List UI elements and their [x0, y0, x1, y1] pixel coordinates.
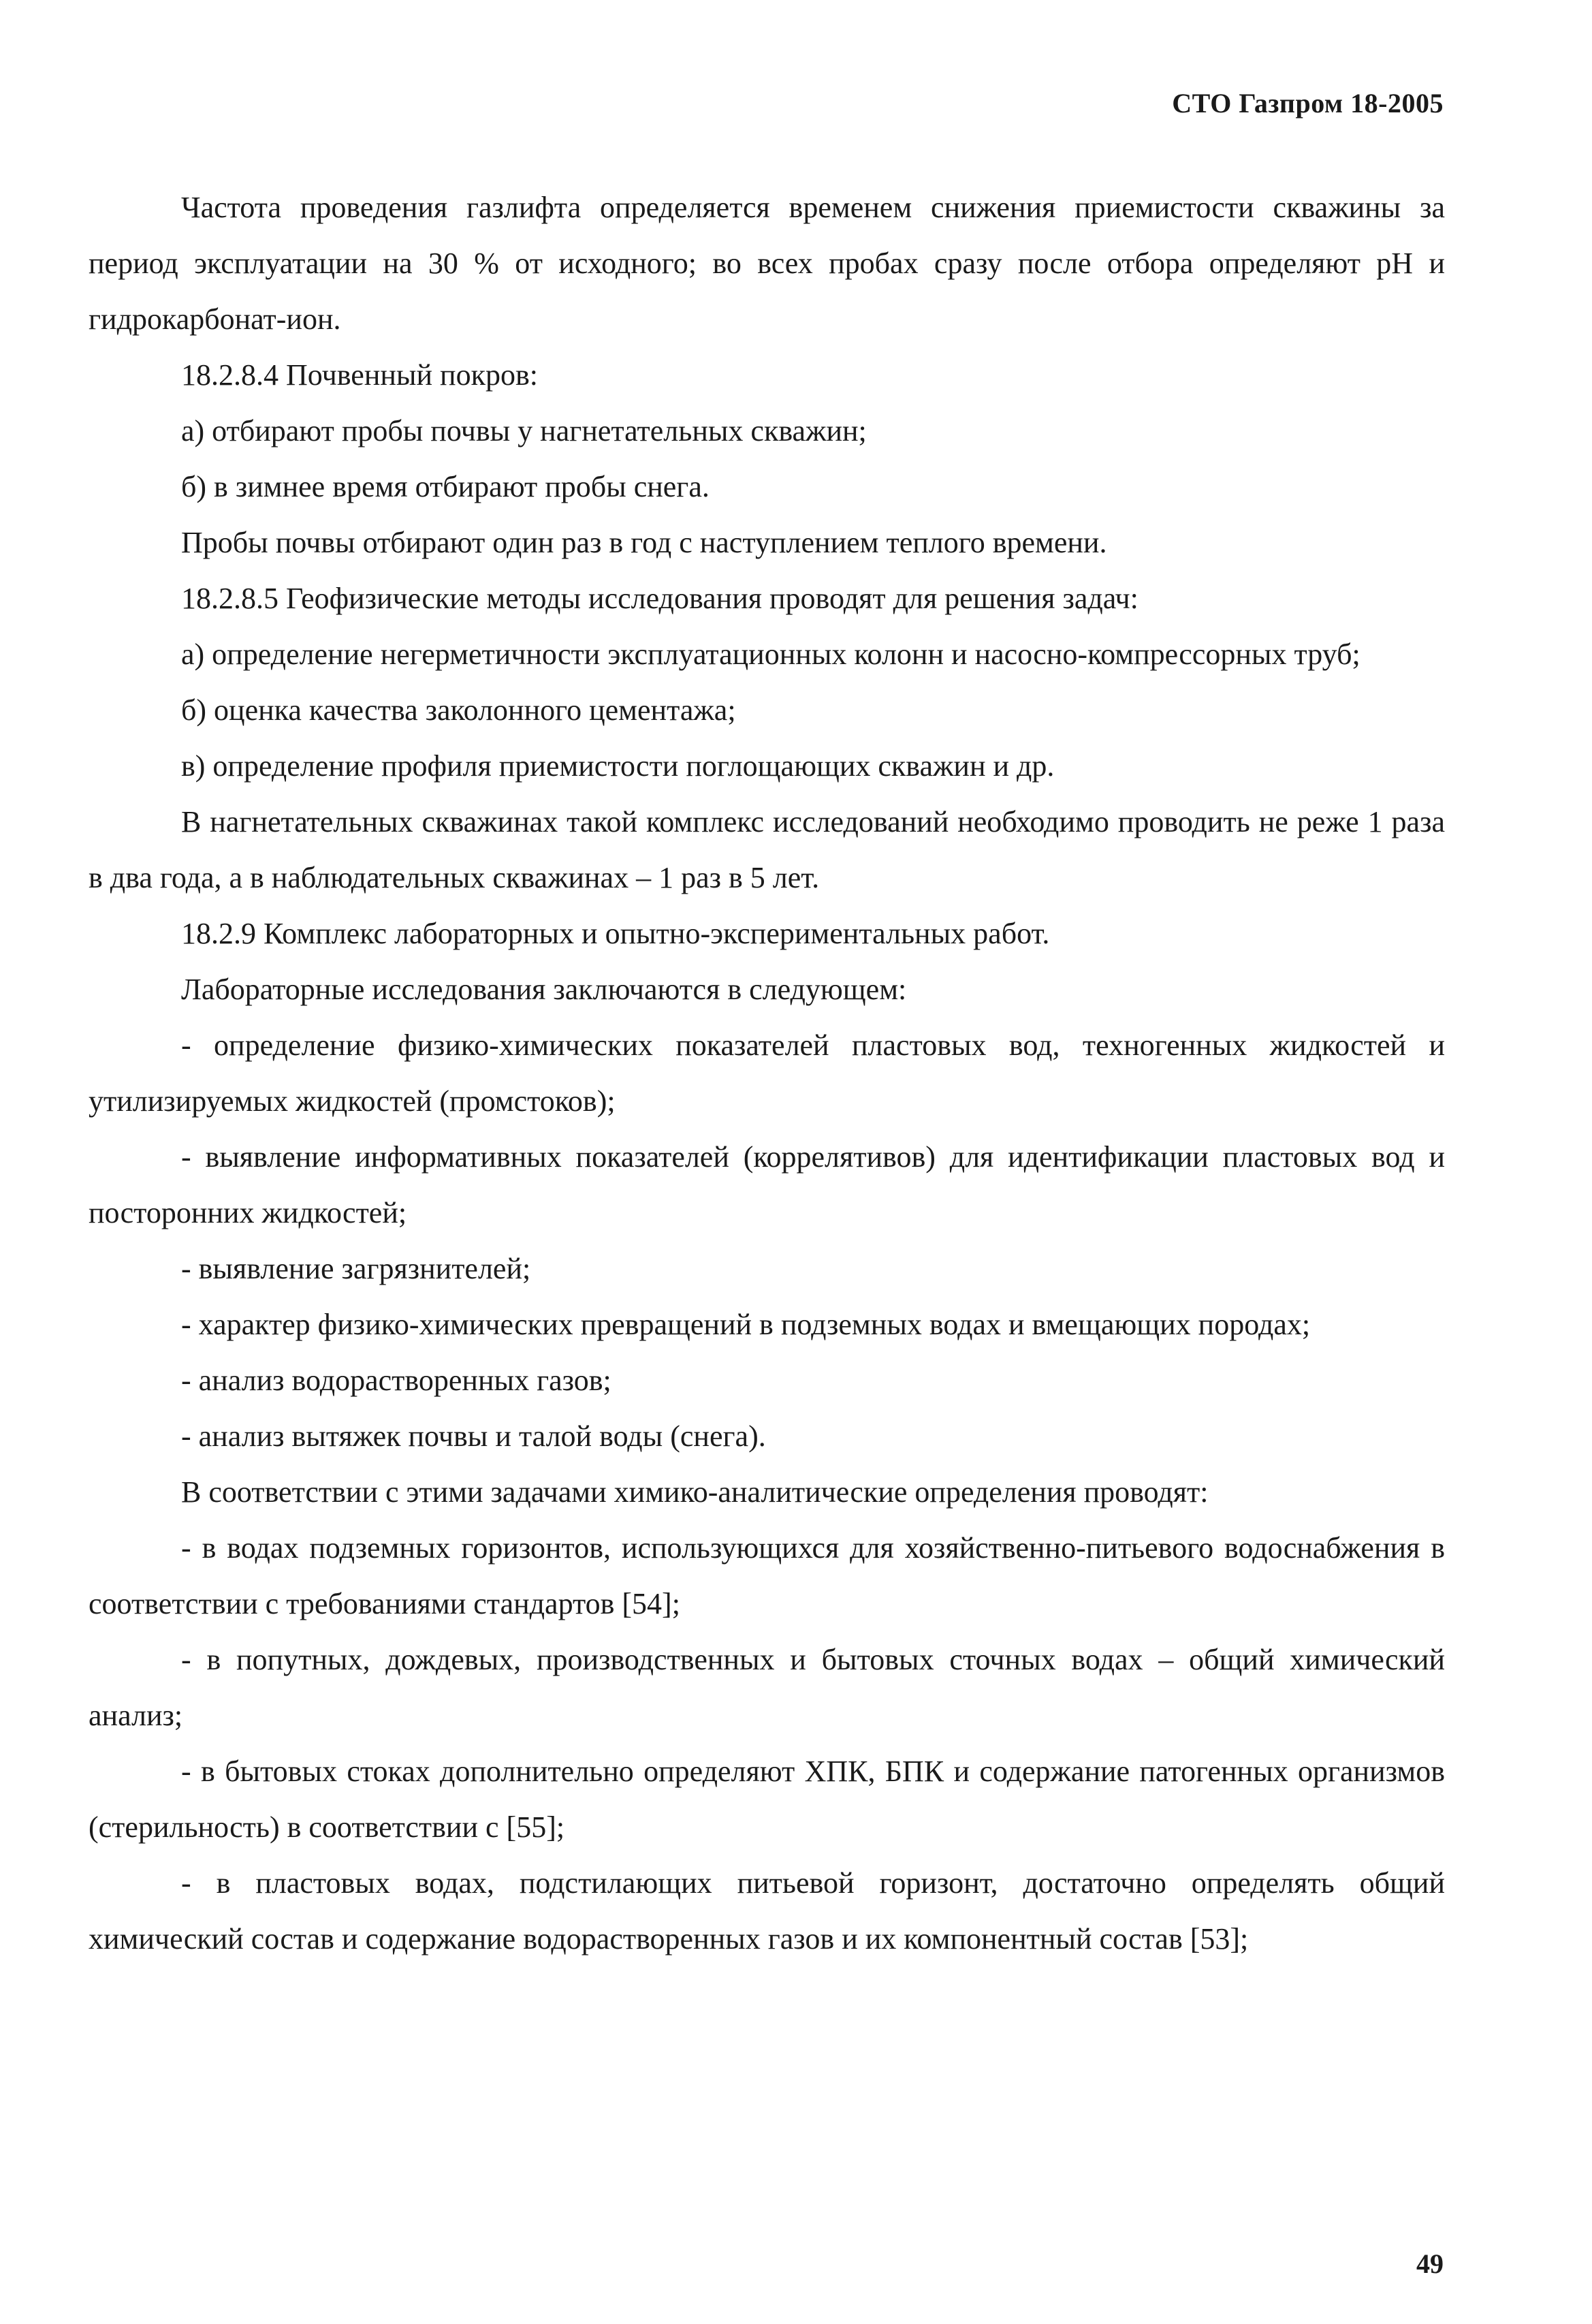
section-18-2-8-5-heading: 18.2.8.5 Геофизические методы исследования проводят для решения задач: — [181, 582, 1139, 615]
paragraph-lab-studies-intro: Лабораторные исследования заключаются в следующем: — [181, 973, 907, 1006]
list-item-lab-4: - характер физико-химических превращений в подземных водах и вмещающих породах; — [181, 1308, 1311, 1341]
list-item-chem-1: - в водах подземных горизонтов, использующихся для хозяйственно-питьевого водоснабжения в соответствии с требованиями стандартов [54]; — [89, 1531, 1445, 1620]
paragraph-chem-analysis-intro: В соответствии с этими задачами химико-аналитические определения проводят: — [181, 1475, 1209, 1509]
list-item-soil-b: б) в зимнее время отбирают пробы снега. — [181, 470, 710, 503]
page-number: 49 — [1416, 2248, 1444, 2279]
paragraph-injection-wells: В нагнетательных скважинах такой комплекс исследований необходимо проводить не реже 1 раза в два года, а в наблюдательных скважинах – 1 раз в 5 лет. — [89, 805, 1445, 894]
list-item-lab-1: - определение физико-химических показателей пластовых вод, техногенных жидкостей и утилизируемых жидкостей (промстоков); — [89, 1028, 1445, 1118]
page-body — [89, 180, 1445, 1967]
list-item-chem-2: - в попутных, дождевых, производственных и бытовых сточных водах – общий химический анализ; — [89, 1643, 1445, 1732]
list-item-geophys-a: а) определение негерметичности эксплуатационных колонн и насосно-компрессорных труб; — [181, 638, 1360, 671]
list-item-chem-3: - в бытовых стоках дополнительно определяют ХПК, БПК и содержание патогенных организмов (стерильность) в соответствии с [55]; — [89, 1755, 1445, 1844]
list-item-lab-2: - выявление информативных показателей (коррелятивов) для идентификации пластовых вод и посторонних жидкостей; — [89, 1140, 1445, 1229]
document-code-header: СТО Газпром 18-2005 — [1172, 88, 1444, 119]
section-18-2-8-4-heading: 18.2.8.4 Почвенный покров: — [181, 358, 538, 392]
list-item-lab-6: - анализ вытяжек почвы и талой воды (снега). — [181, 1419, 766, 1453]
list-item-chem-4: - в пластовых водах, подстилающих питьевой горизонт, достаточно определять общий химический состав и содержание водорастворенных газов и их компонентный состав [53]; — [89, 1866, 1445, 1956]
paragraph-soil-sampling: Пробы почвы отбирают один раз в год с наступлением теплого времени. — [181, 526, 1107, 559]
list-item-geophys-b: б) оценка качества заколонного цементажа; — [181, 693, 736, 727]
paragraph-gaslift-frequency: Частота проведения газлифта определяется временем снижения приемистости скважины за период эксплуатации на 30 % от исходного; во всех пробах сразу после отбора определяют pH и гидрокарбонат-ион. — [89, 191, 1445, 336]
list-item-lab-3: - выявление загрязнителей; — [181, 1252, 531, 1285]
list-item-lab-5: - анализ водорастворенных газов; — [181, 1364, 611, 1397]
list-item-geophys-c: в) определение профиля приемистости поглощающих скважин и др. — [181, 749, 1055, 783]
section-18-2-9-heading: 18.2.9 Комплекс лабораторных и опытно-экспериментальных работ. — [181, 917, 1050, 950]
list-item-soil-a: а) отбирают пробы почвы у нагнетательных скважин; — [181, 414, 867, 447]
